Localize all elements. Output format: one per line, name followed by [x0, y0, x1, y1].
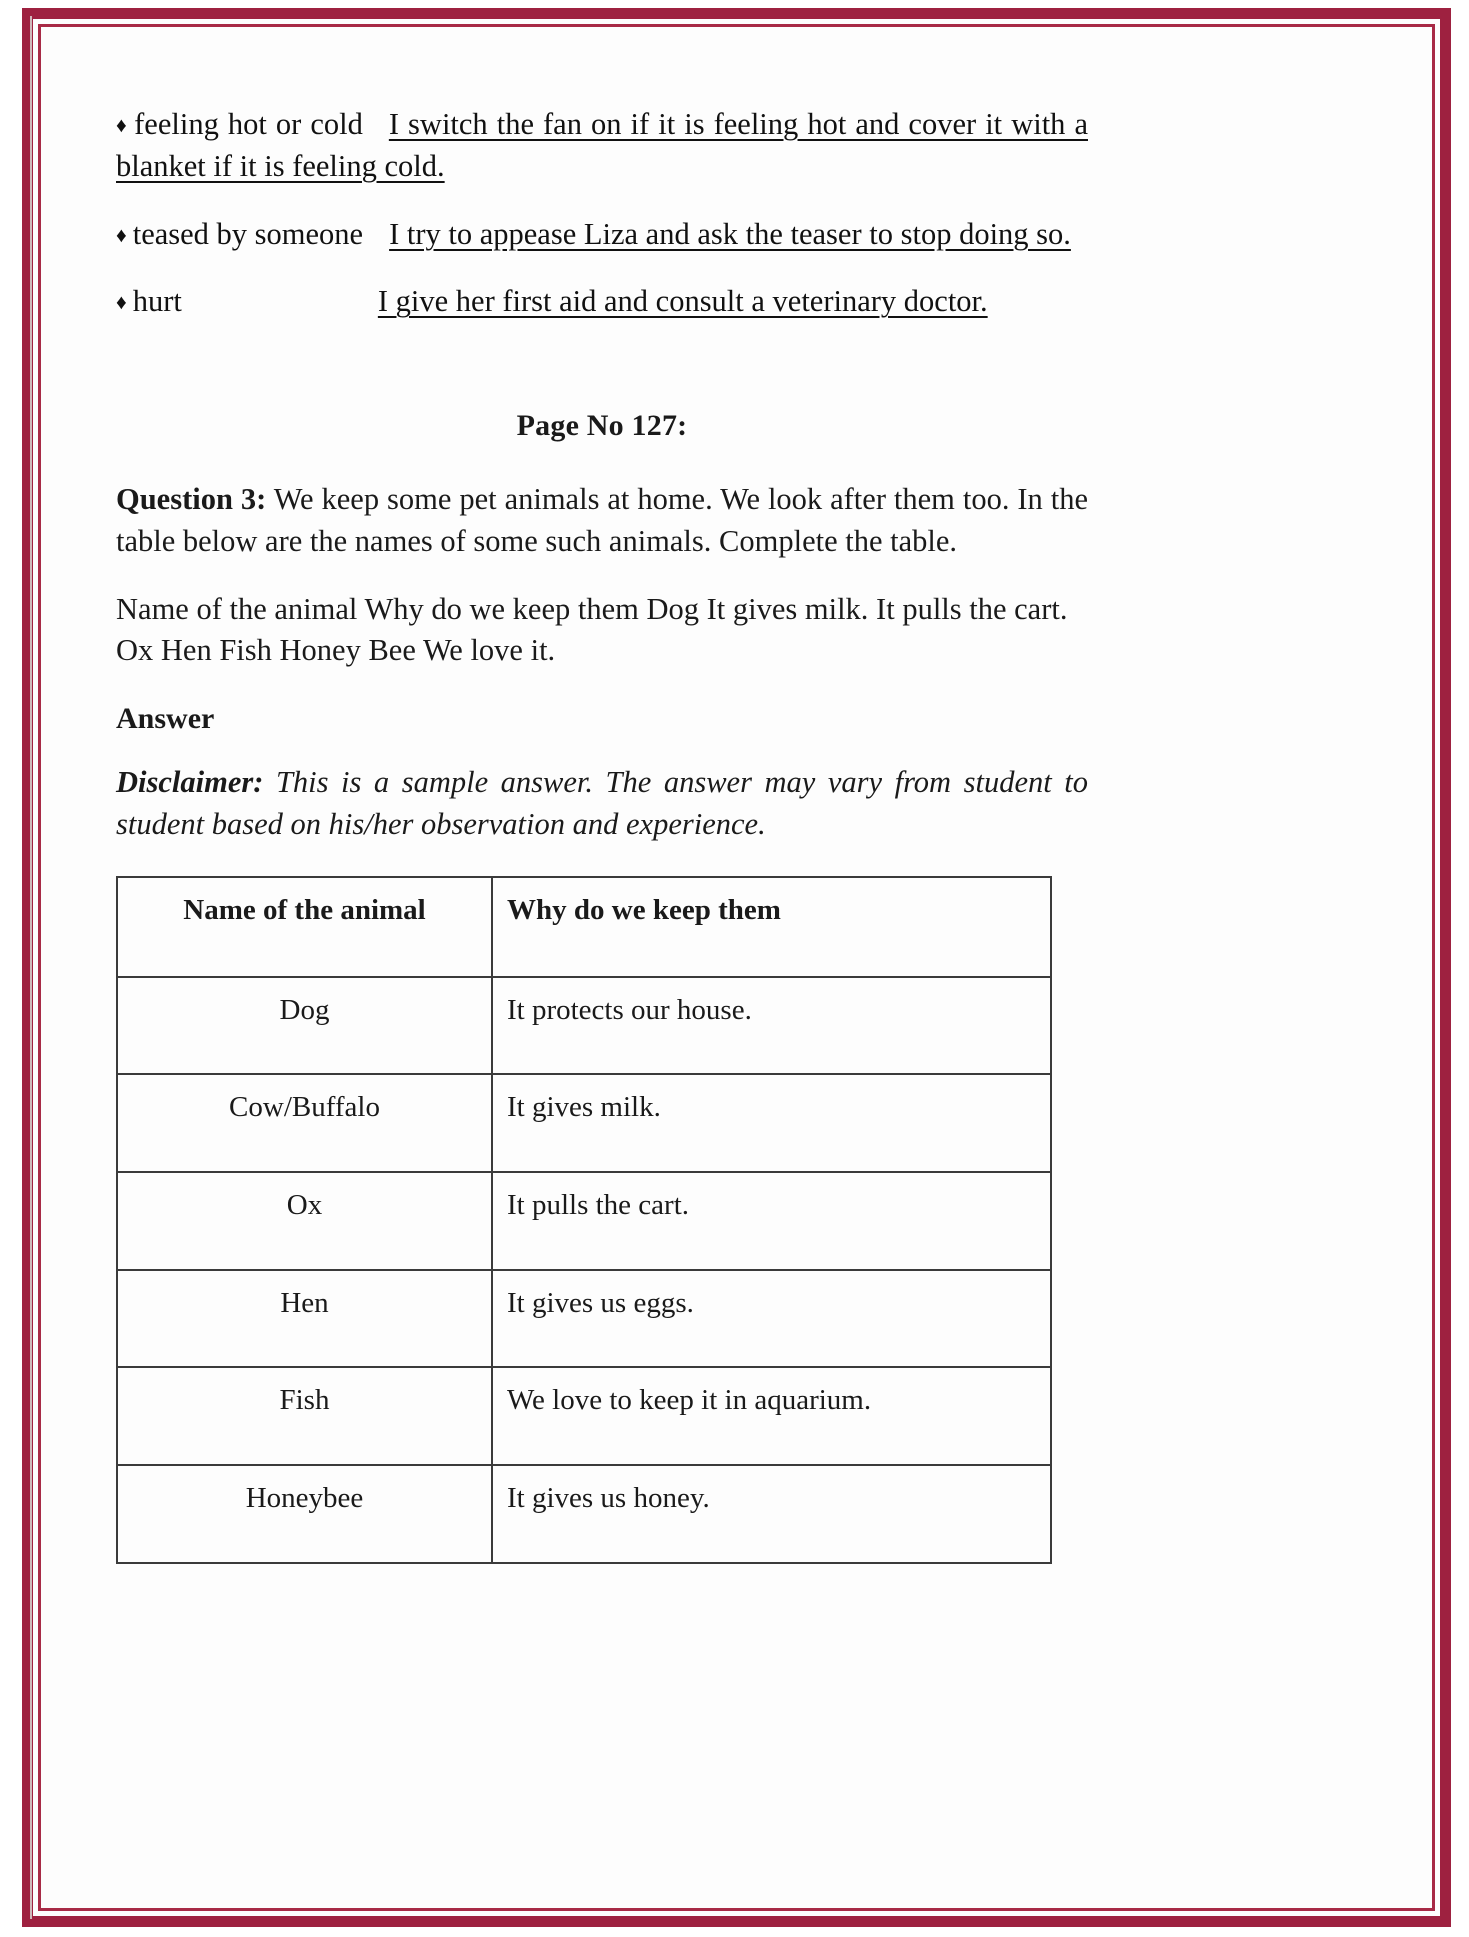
bullet-list [116, 104, 1088, 323]
table-row [117, 977, 1051, 1075]
cell-animal-name: Cow/Buffalo [117, 1074, 492, 1172]
cell-animal-name: Dog [117, 977, 492, 1075]
cell-reason: It gives us eggs. [492, 1270, 1051, 1368]
disclaimer-label: Disclaimer: [116, 765, 264, 800]
diamond-bullet-icon: ♦ [116, 113, 129, 137]
animal-answer-table [116, 876, 1052, 1564]
table-row [117, 1270, 1051, 1368]
cell-animal-name: Honeybee [117, 1465, 492, 1563]
cell-reason: It gives us honey. [492, 1465, 1051, 1563]
question-paragraph [116, 479, 1088, 563]
bullet-prompt: feeling hot or cold [134, 107, 363, 141]
cell-animal-name: Fish [117, 1367, 492, 1465]
bullet-prompt: teased by someone [132, 216, 364, 251]
answer-heading: Answer [116, 702, 215, 736]
table-header-why-do-we-keep-them: Why do we keep them [492, 877, 1051, 977]
document-content [116, 104, 1088, 1564]
disclaimer-paragraph [116, 762, 1088, 846]
bullet-answer: I switch the fan on if it is feeling hot and cover it with a blanket if it is feeling cold. [116, 107, 1088, 183]
cell-reason: It protects our house. [492, 977, 1051, 1075]
cell-reason: It pulls the cart. [492, 1172, 1051, 1270]
table-row [117, 1172, 1051, 1270]
bullet-item-hurt [116, 281, 1088, 323]
table-header-name-of-the-animal: Name of the animal [117, 877, 492, 977]
cell-animal-name: Ox [117, 1172, 492, 1270]
bullet-item-teased-by-someone [116, 214, 1088, 256]
disclaimer-text: This is a sample answer. The answer may vary from student to student based on his/her observation and experience. [116, 765, 1088, 842]
question-label: Question 3: [116, 482, 267, 517]
table-row [117, 1465, 1051, 1563]
page-number-heading: Page No 127: [516, 409, 688, 443]
diamond-bullet-icon: ♦ [116, 222, 127, 247]
source-table-run-on-text: Name of the animal Why do we keep them Dog It gives milk. It pulls the cart. Ox Hen Fish Honey Bee We love it. [116, 591, 1068, 668]
question-text: We keep some pet animals at home. We look after them too. In the table below are the names of some such animals. Complete the table. [116, 482, 1089, 558]
bullet-item-feeling-hot-or-cold [116, 104, 1088, 188]
bullet-answer: I try to appease Liza and ask the teaser to stop doing so. [389, 216, 1071, 251]
bullet-prompt: hurt [132, 284, 182, 319]
table-header-row [117, 877, 1051, 977]
cell-reason: We love to keep it in aquarium. [492, 1367, 1051, 1465]
table-row [117, 1367, 1051, 1465]
cell-animal-name: Hen [117, 1270, 492, 1368]
bullet-answer: I give her first aid and consult a veterinary doctor. [377, 284, 988, 319]
cell-reason: It gives milk. [492, 1074, 1051, 1172]
table-row [117, 1074, 1051, 1172]
diamond-bullet-icon: ♦ [116, 290, 127, 315]
